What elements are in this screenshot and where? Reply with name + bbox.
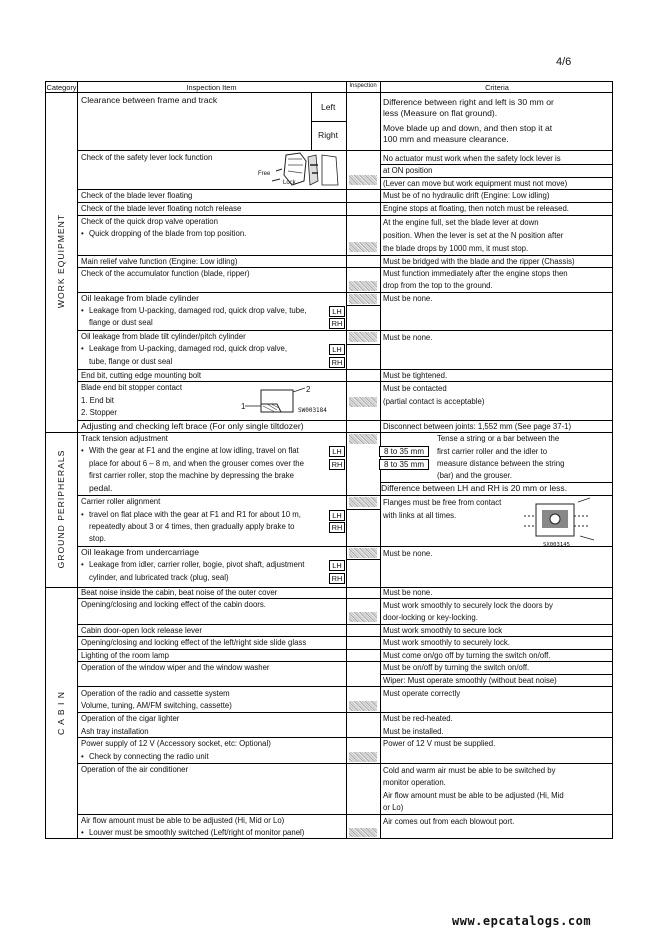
item-sub: pedal. <box>89 483 113 493</box>
criteria-text: Tense a string or a bar between the <box>437 434 560 443</box>
rh-box: RH <box>329 357 345 368</box>
criteria-text: position. When the lever is set at the N position after <box>383 231 564 240</box>
label-right: Right <box>318 130 339 140</box>
item-sub: stop. <box>89 534 106 543</box>
category-ground-peripherals: GROUND PERIPHERALS <box>56 449 66 569</box>
criteria-text: Must come on/go off by turning the switch on/off. <box>383 651 551 660</box>
item-room-lamp: Lighting of the room lamp <box>81 651 169 660</box>
callout-1: 1 <box>241 402 246 411</box>
header-criteria: Criteria <box>485 83 509 92</box>
criteria-text: drop from the top to the ground. <box>383 281 493 290</box>
criteria-text: Flanges must be free from contact <box>383 498 502 507</box>
criteria-text: at ON position <box>383 166 433 175</box>
criteria-text: door-locking or key-locking. <box>383 613 478 622</box>
criteria-text: Disconnect between joints: 1,552 mm (See page 37-1) <box>383 422 572 431</box>
criteria-text: 100 mm and measure clearance. <box>383 134 509 144</box>
criteria-text: Must operate correctly <box>383 689 461 698</box>
criteria-text: Must be contacted <box>383 384 447 393</box>
label-left: Left <box>321 102 336 112</box>
item-accumulator: Check of the accumulator function (blade, ripper) <box>81 269 250 278</box>
criteria-text: the blade drops by 1000 mm, it must stop. <box>383 244 529 253</box>
item-door-lock-lever: Cabin door-open lock release lever <box>81 626 202 635</box>
category-cabin: C A B I N <box>56 691 66 735</box>
rh-box: RH <box>329 522 345 533</box>
carrier-roller-illustration <box>514 496 604 544</box>
criteria-text: Must be bridged with the blade and the ripper (Chassis) <box>383 257 575 266</box>
item-blade-floating: Check of the blade lever floating <box>81 191 193 200</box>
item-blade-cylinder-leak: Oil leakage from blade cylinder <box>81 293 199 303</box>
criteria-text: (Lever can move but work equipment must not move) <box>383 179 568 188</box>
criteria-text: (bar) and the grouser. <box>437 471 512 480</box>
criteria-text: monitor operation. <box>383 778 446 787</box>
inspection-mark <box>349 332 377 342</box>
label-lock: Lock <box>283 180 296 186</box>
criteria-text: Difference between LH and RH is 20 mm or less. <box>381 483 568 493</box>
criteria-text: first carrier roller and the idler to <box>437 447 548 456</box>
item-sub: Ash tray installation <box>81 727 149 736</box>
inspection-mark <box>349 294 377 304</box>
criteria-text: Move blade up and down, and then stop it at <box>383 123 553 133</box>
item-sub: • Louver must be smoothly switched (Left/right of monitor panel) <box>81 828 305 837</box>
criteria-text: Power of 12 V must be supplied. <box>383 739 496 748</box>
item-wiper-washer: Operation of the window wiper and the window washer <box>81 663 270 672</box>
item-sub: flange or dust seal <box>89 318 153 327</box>
criteria-text: Must work smoothly to securely lock. <box>383 638 510 647</box>
item-end-bit-stopper: Blade end bit stopper contact <box>81 383 182 392</box>
item-sub: Volume, tuning, AM/FM switching, cassette) <box>81 701 232 710</box>
category-work-equipment: WORK EQUIPMENT <box>56 213 66 309</box>
inspection-mark <box>349 497 377 507</box>
item-carrier-roller: Carrier roller alignment <box>81 497 161 506</box>
inspection-mark <box>349 548 377 558</box>
rh-box: RH <box>329 573 345 584</box>
item-sub: • With the gear at F1 and the engine at low idling, travel on flat <box>81 446 299 455</box>
inspection-table <box>45 81 613 839</box>
item-radio: Operation of the radio and cassette system <box>81 689 230 698</box>
item-sub: • Leakage from U-packing, damaged rod, quick drop valve, tube, <box>81 306 307 315</box>
item-sub: cylinder, and lubricated track (plug, seal) <box>89 573 229 582</box>
inspection-mark <box>349 434 377 444</box>
item-sub: • Check by connecting the radio unit <box>81 752 209 761</box>
criteria-text: Cold and warm air must be able to be switched by <box>383 766 556 775</box>
item-power-supply: Power supply of 12 V (Accessory socket, etc: Optional) <box>81 739 271 748</box>
footer-url: www.epcatalogs.com <box>452 914 592 928</box>
criteria-text: Must be on/off by turning the switch on/off. <box>383 663 530 672</box>
rh-box: RH <box>329 459 345 470</box>
criteria-text: or Lo) <box>383 803 404 812</box>
item-sub: 1. End bit <box>81 396 114 405</box>
item-sub: place for about 6 – 8 m, and when the grouser comes over the <box>89 459 304 468</box>
figure-code: SX003145 <box>543 542 570 548</box>
header-category: Category <box>46 83 77 92</box>
criteria-text: Must be installed. <box>383 727 444 736</box>
criteria-text: Must be none. <box>383 294 433 303</box>
label-free: Free <box>258 171 271 177</box>
criteria-text: Must work smoothly to secure lock <box>383 626 503 635</box>
inspection-mark <box>349 281 377 291</box>
criteria-text: Must be tightened. <box>383 371 448 380</box>
item-air-conditioner: Operation of the air conditioner <box>81 765 189 774</box>
lh-box: LH <box>329 306 345 317</box>
lh-box: LH <box>329 510 345 521</box>
lh-box: LH <box>329 344 345 355</box>
criteria-text: Must be none. <box>383 549 433 558</box>
header-inspection: Inspection <box>349 83 377 89</box>
criteria-text: Air comes out from each blowout port. <box>383 817 515 826</box>
measured-value-lh: 8 to 35 mm <box>379 446 429 457</box>
inspection-mark <box>349 612 377 622</box>
item-sub: 2. Stopper <box>81 408 117 417</box>
item-frame-track-clearance: Clearance between frame and track <box>81 95 218 105</box>
criteria-text: Wiper: Must operate smoothly (without beat noise) <box>383 676 557 685</box>
criteria-text: Engine stops at floating, then notch must be released. <box>383 204 569 213</box>
item-slide-glass: Opening/closing and locking effect of the left/right side slide glass <box>81 638 307 647</box>
callout-2: 2 <box>306 385 311 394</box>
criteria-text: (partial contact is acceptable) <box>383 397 485 406</box>
item-left-brace: Adjusting and checking left brace (For only single tiltdozer) <box>81 421 304 431</box>
item-sub: • Leakage from U-packing, damaged rod, quick drop valve, <box>81 344 288 353</box>
criteria-text: Difference between right and left is 30 mm or <box>383 97 554 107</box>
item-end-bit-bolt: End bit, cutting edge mounting bolt <box>81 371 202 380</box>
item-quick-drop: Check of the quick drop valve operation <box>81 217 218 226</box>
criteria-text: Air flow amount must be able to be adjusted (Hi, Mid <box>383 791 564 800</box>
criteria-text: with links at all times. <box>383 511 457 520</box>
measured-value-rh: 8 to 35 mm <box>379 459 429 470</box>
criteria-text: No actuator must work when the safety lock lever is <box>383 154 561 163</box>
item-cabin-doors: Opening/closing and locking effect of the cabin doors. <box>81 600 266 609</box>
item-sub: • travel on flat place with the gear at F1 and R1 for about 10 m, <box>81 510 301 519</box>
criteria-text: Must be red-heated. <box>383 714 453 723</box>
item-notch-release: Check of the blade lever floating notch release <box>81 204 242 213</box>
item-undercarriage-leak: Oil leakage from undercarriage <box>81 547 199 557</box>
item-air-flow: Air flow amount must be able to be adjusted (Hi, Mid or Lo) <box>81 816 285 825</box>
inspection-mark <box>349 175 377 185</box>
lh-box: LH <box>329 446 345 457</box>
criteria-text: Must be none. <box>383 333 433 342</box>
lh-box: LH <box>329 560 345 571</box>
item-sub: • Quick dropping of the blade from top position. <box>81 229 247 238</box>
criteria-text: Must function immediately after the engine stops then <box>383 269 568 278</box>
inspection-mark <box>349 701 377 711</box>
item-sub: • Leakage from idler, carrier roller, bogie, pivot shaft, adjustment <box>81 560 305 569</box>
item-tilt-cylinder-leak: Oil leakage from blade tilt cylinder/pitch cylinder <box>81 332 246 341</box>
item-sub: tube, flange or dust seal <box>89 357 173 366</box>
rh-box: RH <box>329 318 345 329</box>
criteria-text: Must work smoothly to securely lock the doors by <box>383 601 553 610</box>
item-safety-lever: Check of the safety lever lock function <box>81 153 213 162</box>
item-track-tension: Track tension adjustment <box>81 434 168 443</box>
item-main-relief: Main relief valve function (Engine: Low idling) <box>81 257 238 266</box>
inspection-mark <box>349 242 377 252</box>
criteria-text: Must be none. <box>383 588 433 597</box>
figure-code: SW003184 <box>298 407 327 414</box>
item-sub: repeatedly about 3 or 4 times, then gradually apply brake to <box>89 522 295 531</box>
criteria-text: At the engine full, set the blade lever at down <box>383 218 539 227</box>
item-cabin-noise: Beat noise inside the cabin, beat noise of the outer cover <box>81 588 278 597</box>
inspection-mark <box>349 828 377 837</box>
item-cigar-lighter: Operation of the cigar lighter <box>81 714 180 723</box>
inspection-mark <box>349 752 377 762</box>
inspection-mark <box>349 397 377 407</box>
header-item: Inspection Item <box>186 83 237 92</box>
criteria-text: less (Measure on flat ground). <box>383 108 498 118</box>
criteria-text: measure distance between the string <box>437 459 565 468</box>
item-sub: first carrier roller, stop the machine by depressing the brake <box>89 471 294 480</box>
page-number: 4/6 <box>556 56 572 68</box>
criteria-text: Must be of no hydraulic drift (Engine: Low idling) <box>383 191 550 200</box>
